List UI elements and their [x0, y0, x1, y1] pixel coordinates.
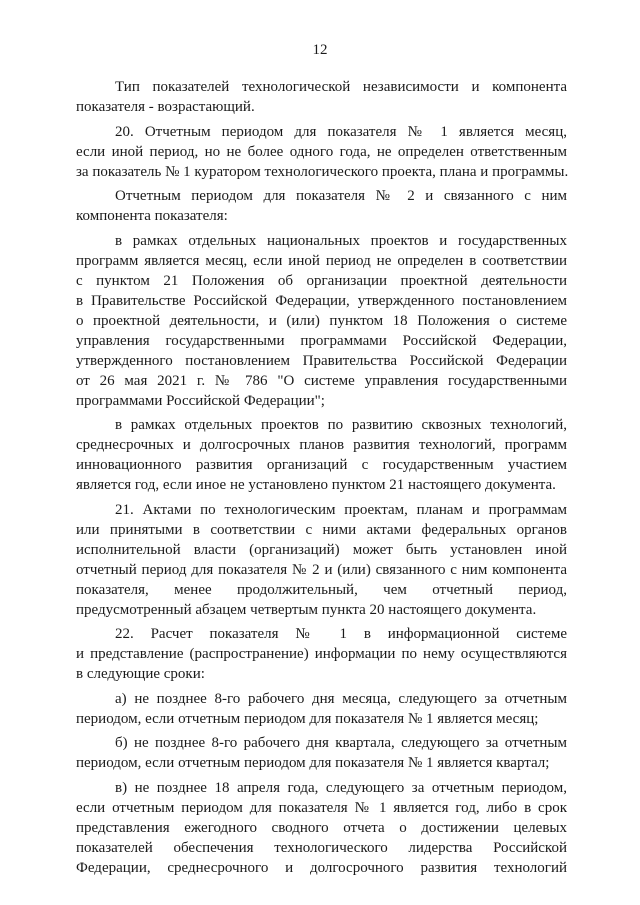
text-line: 22. Расчет показателя № 1 в информационной системе — [115, 626, 567, 642]
text-line: среднесрочных и долгосрочных планов развития технологий, программ — [76, 437, 567, 453]
text-line: Тип показателей технологической независимости и компонента — [115, 79, 567, 95]
text-line: предусмотренный абзацем четвертым пункта 20 настоящего документа. — [76, 601, 537, 618]
text-line: управления государственными программами Российской Федерации, — [76, 332, 567, 349]
text-line: показателя - возрастающий. — [76, 99, 255, 115]
text-line: компонента показателя: — [76, 208, 228, 224]
text-line: о проектной деятельности, и (или) пунктом 18 Положения о системе — [76, 312, 567, 329]
text-line: утвержденного постановлением Правительства Российской Федерации — [76, 352, 567, 369]
text-line: или принятыми в соответствии с ними актами федеральных органов — [76, 521, 567, 538]
text-line: в следующие сроки: — [76, 666, 205, 682]
paragraph — [76, 186, 567, 226]
paragraph — [76, 733, 567, 773]
text-line: периодом, если отчетным периодом для показателя № 1 является квартал; — [76, 755, 550, 771]
text-line: если отчетным периодом для показателя № 1 является год, либо в срок — [76, 799, 567, 816]
paragraph — [76, 231, 567, 411]
text-line: Федерации, среднесрочного и долгосрочного развития технологий — [76, 859, 567, 876]
text-line: б) не позднее 8-го рабочего дня квартала, следующего за отчетным — [115, 735, 567, 751]
text-line: является год, если иное не установлено пунктом 21 настоящего документа. — [76, 477, 556, 493]
text-line: программ является месяц, если иной период не определен в соответствии — [76, 252, 567, 269]
paragraph — [76, 122, 567, 182]
text-line: 21. Актами по технологическим проектам, планам и программам — [115, 501, 567, 518]
text-line: отчетный период для показателя № 2 и (или) связанного с ним компонента — [76, 561, 567, 578]
paragraph — [76, 77, 567, 117]
text-line: с пунктом 21 Положения об организации проектной деятельности — [76, 272, 567, 289]
paragraph — [76, 500, 567, 620]
text-line: показателей обеспечения технологического лидерства Российской — [76, 839, 567, 856]
paragraph — [76, 415, 567, 495]
paragraph — [76, 689, 567, 729]
text-line: и представление (распространение) информации по нему осуществляются — [76, 646, 567, 662]
text-line: периодом, если отчетным периодом для показателя № 1 является месяц; — [76, 710, 539, 727]
paragraph — [76, 778, 567, 878]
page-number: 12 — [312, 42, 328, 58]
text-line: показателя, менее продолжительный, чем отчетный период, — [76, 581, 567, 598]
text-line: представления ежегодного сводного отчета о достижении целевых — [76, 819, 567, 836]
text-line: от 26 мая 2021 г. № 786 "О системе управления государственными — [76, 372, 567, 389]
text-line: программами Российской Федерации"; — [76, 392, 325, 409]
text-line: а) не позднее 8-го рабочего дня месяца, следующего за отчетным — [115, 690, 567, 707]
text-line: в рамках отдельных национальных проектов и государственных — [115, 232, 567, 249]
paragraph — [76, 624, 567, 684]
text-line: в рамках отдельных проектов по развитию сквозных технологий, — [115, 417, 567, 433]
text-line: исполнительной власти (организаций) может быть установлен иной — [76, 541, 567, 558]
text-line: в Правительстве Российской Федерации, утвержденного постановлением — [76, 292, 567, 309]
text-line: 20. Отчетным периодом для показателя № 1 является месяц, — [115, 123, 567, 140]
text-line: если иной период, но не более одного года, не определен ответственным — [76, 143, 567, 160]
text-line: за показатель № 1 куратором технологического проекта, плана и программы. — [76, 163, 569, 180]
text-line: в) не позднее 18 апреля года, следующего за отчетным периодом, — [115, 779, 567, 796]
text-line: инновационного развития организаций с государственным участием — [76, 457, 567, 473]
text-line: Отчетным периодом для показателя № 2 и связанного с ним — [115, 188, 567, 204]
document-body — [76, 77, 567, 882]
